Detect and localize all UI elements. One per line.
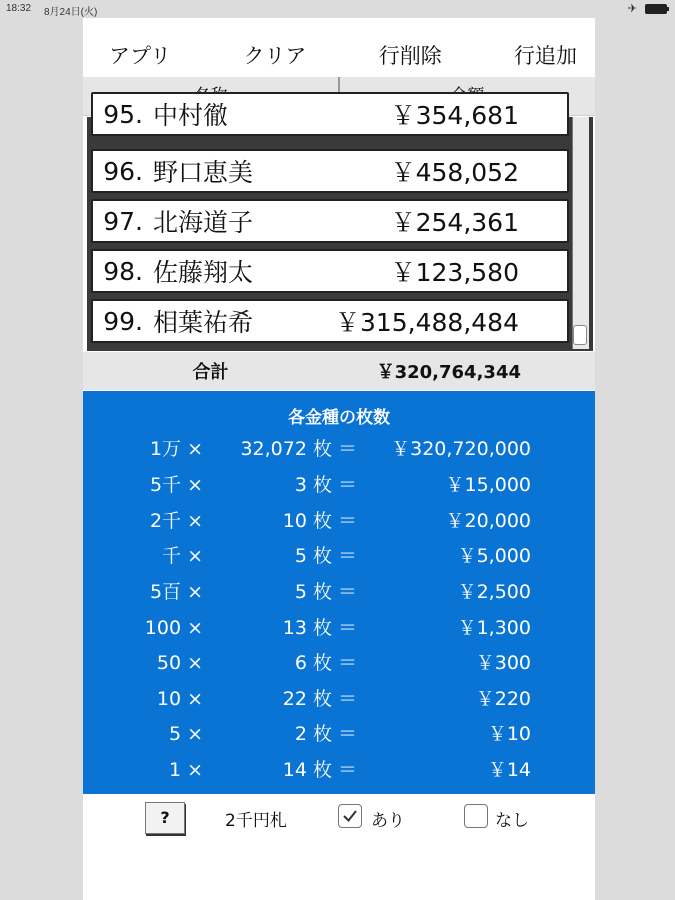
row-number: 99. — [103, 306, 143, 336]
total-row — [83, 352, 595, 390]
denomination-count: 5 枚 ＝ — [294, 581, 357, 603]
help-button[interactable]: ? — [145, 802, 185, 834]
denomination-count: 6 枚 ＝ — [294, 652, 357, 674]
list-item[interactable] — [91, 299, 569, 343]
checkmark-icon — [341, 807, 359, 825]
denomination-amount: ￥15,000 — [445, 474, 531, 496]
denomination-row — [83, 505, 595, 537]
denomination-amount: ￥300 — [475, 652, 531, 674]
denomination-amount: ￥1,300 — [457, 617, 531, 639]
denomination-row — [83, 576, 595, 608]
denomination-unit: 50 × — [156, 652, 203, 674]
denomination-count: 10 枚 ＝ — [282, 510, 357, 532]
app-button[interactable]: アプリ — [109, 36, 171, 76]
denomination-row — [83, 540, 595, 572]
denomination-amount: ￥20,000 — [445, 510, 531, 532]
denomination-amount: ￥14 — [487, 759, 531, 781]
denomination-amount: ￥2,500 — [457, 581, 531, 603]
yes-checkbox[interactable] — [338, 804, 362, 828]
clear-button[interactable]: クリア — [243, 36, 306, 76]
denomination-count: 3 枚 ＝ — [294, 474, 357, 496]
denomination-unit: 5百 × — [149, 581, 203, 603]
row-number: 98. — [103, 256, 143, 286]
denomination-unit: 5千 × — [149, 474, 203, 496]
total-value: ￥320,764,344 — [376, 362, 521, 383]
add-row-button[interactable]: 行追加 — [514, 36, 577, 76]
scrollbar-track[interactable] — [572, 117, 589, 349]
denomination-row — [83, 718, 595, 750]
denomination-count: 5 枚 ＝ — [294, 545, 357, 567]
denomination-amount: ￥10 — [487, 723, 531, 745]
denomination-unit: 1万 × — [149, 438, 203, 460]
denomination-unit: 2千 × — [149, 510, 203, 532]
status-time: 18:32 — [6, 3, 32, 14]
status-bar — [0, 0, 675, 18]
no-checkbox[interactable] — [464, 804, 488, 828]
denomination-count: 22 枚 ＝ — [282, 688, 357, 710]
denomination-count: 32,072 枚 ＝ — [240, 438, 357, 460]
status-date: 8月24日(火) — [44, 7, 98, 18]
denomination-unit: 10 × — [156, 688, 203, 710]
toolbar — [83, 36, 595, 76]
yes-label[interactable]: あり — [371, 811, 405, 831]
denomination-row — [83, 754, 595, 786]
airplane-icon: ✈ — [627, 3, 637, 15]
denomination-title: 各金種の枚数 — [288, 408, 390, 428]
battery-icon — [645, 4, 667, 14]
list-item[interactable] — [91, 249, 569, 293]
row-number: 95. — [103, 99, 143, 129]
delete-row-button[interactable]: 行削除 — [379, 36, 442, 76]
row-name: 中村徹 — [153, 101, 229, 130]
list-item[interactable] — [91, 92, 569, 136]
denomination-amount: ￥220 — [475, 688, 531, 710]
bottom-options — [83, 794, 595, 854]
denomination-unit: 1 × — [168, 759, 203, 781]
denomination-unit: 5 × — [168, 723, 203, 745]
denomination-panel — [83, 391, 595, 794]
row-amount: ￥315,488,484 — [334, 308, 519, 337]
scrollbar-thumb[interactable] — [573, 325, 587, 345]
row-name: 北海道子 — [153, 208, 254, 237]
denomination-row — [83, 612, 595, 644]
row-amount: ￥458,052 — [390, 158, 519, 187]
denomination-row — [83, 647, 595, 679]
list-item[interactable] — [91, 149, 569, 193]
row-number: 97. — [103, 206, 143, 236]
entry-list[interactable] — [87, 99, 593, 351]
denomination-count: 14 枚 ＝ — [282, 759, 357, 781]
list-item[interactable] — [91, 199, 569, 243]
denomination-count: 13 枚 ＝ — [282, 617, 357, 639]
row-amount: ￥354,681 — [390, 101, 519, 130]
row-name: 相葉祐希 — [153, 308, 254, 337]
denomination-unit: 千 × — [162, 545, 203, 567]
total-label: 合計 — [192, 362, 229, 383]
row-amount: ￥123,580 — [390, 258, 519, 287]
row-name: 佐藤翔太 — [153, 258, 254, 287]
denomination-unit: 100 × — [144, 617, 203, 639]
no-label[interactable]: なし — [495, 811, 529, 831]
row-amount: ￥254,361 — [390, 208, 519, 237]
bill-option-label: 2千円札 — [225, 811, 287, 831]
denomination-amount: ￥320,720,000 — [391, 438, 531, 460]
row-name: 野口恵美 — [153, 158, 254, 187]
denomination-amount: ￥5,000 — [457, 545, 531, 567]
denomination-row — [83, 469, 595, 501]
denomination-row — [83, 683, 595, 715]
denomination-count: 2 枚 ＝ — [294, 723, 357, 745]
row-number: 96. — [103, 156, 143, 186]
denomination-row — [83, 433, 595, 465]
app-window — [83, 18, 595, 900]
